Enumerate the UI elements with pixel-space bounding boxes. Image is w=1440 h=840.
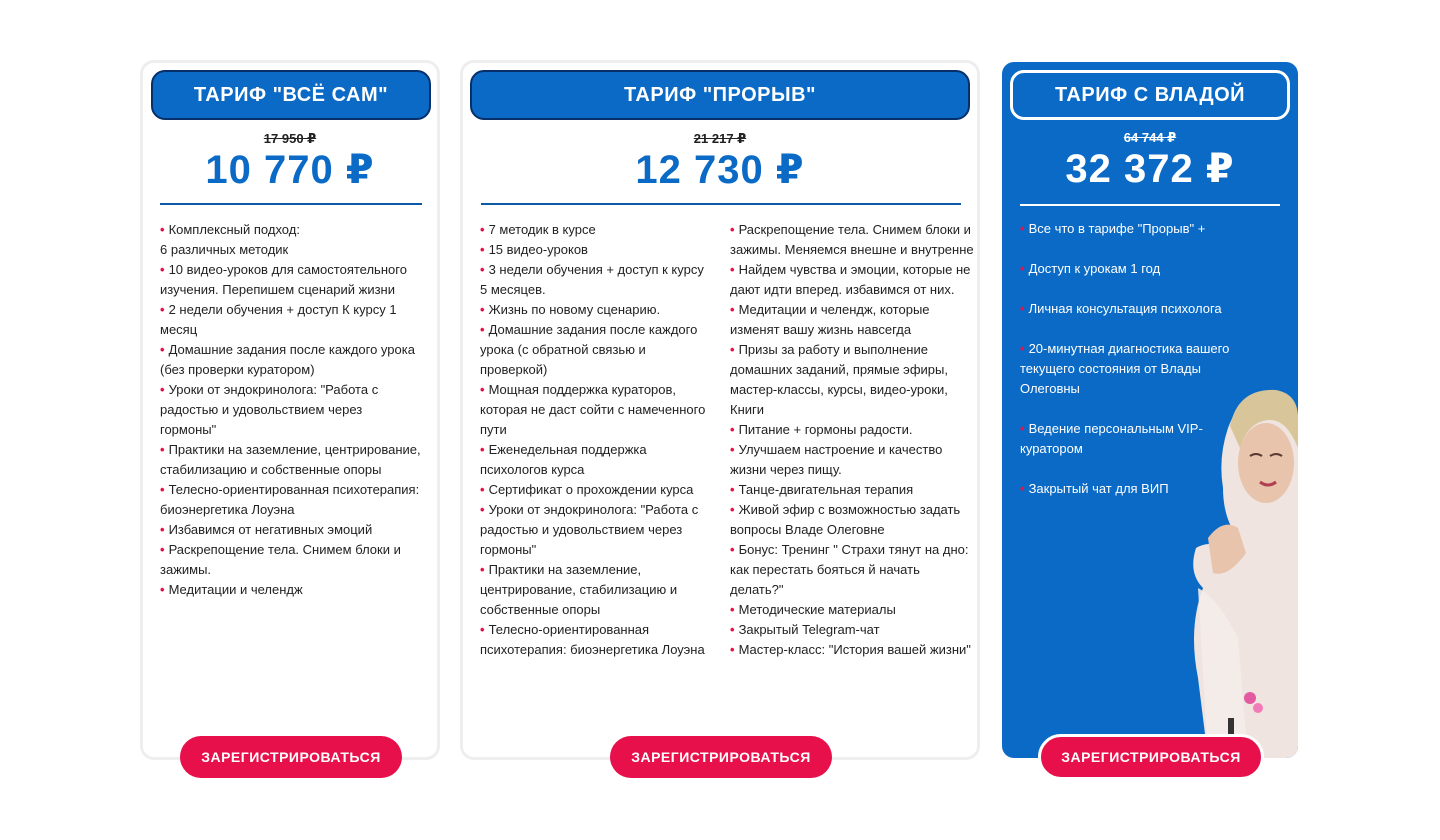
feature-item xyxy=(730,500,974,540)
current-price: 10 770 ₽ xyxy=(205,148,375,192)
feature-item xyxy=(160,520,422,540)
bullet-icon: • xyxy=(160,522,165,537)
feature-text: Танце-двигательная терапия xyxy=(738,482,914,497)
feature-item xyxy=(480,380,712,440)
feature-item xyxy=(160,260,422,300)
bullet-icon: • xyxy=(160,262,165,277)
bullet-icon: • xyxy=(1020,301,1025,316)
bullet-icon: • xyxy=(480,322,485,337)
feature-list xyxy=(160,220,422,600)
bullet-icon: • xyxy=(730,542,735,557)
bullet-icon: • xyxy=(160,442,165,457)
bullet-icon: • xyxy=(480,622,485,637)
bullet-icon: • xyxy=(160,542,165,557)
bullet-icon: • xyxy=(160,482,165,497)
vlada-portrait-image xyxy=(1168,378,1298,758)
feature-text: Раскрепощение тела. Снимем блоки и зажимы. Меняемся внешне и внутренне xyxy=(730,222,974,257)
feature-item xyxy=(730,440,974,480)
bullet-icon: • xyxy=(1020,421,1025,436)
plan-title: ТАРИФ С ВЛАДОЙ xyxy=(1010,70,1290,120)
feature-item xyxy=(480,480,712,500)
feature-text: Закрытый чат для ВИП xyxy=(1028,481,1169,496)
old-price: 17 950 ₽ xyxy=(263,131,317,146)
plan-card-self xyxy=(140,60,440,760)
bullet-icon: • xyxy=(730,222,735,237)
feature-item xyxy=(730,260,974,300)
feature-text: Уроки от эндокринолога: "Работа с радостью и удовольствием через гормоны" xyxy=(160,382,379,437)
bullet-icon: • xyxy=(730,502,735,517)
feature-list-left xyxy=(480,220,712,660)
feature-text: Доступ к урокам 1 год xyxy=(1028,261,1161,276)
feature-text: Все что в тарифе "Прорыв" + xyxy=(1028,221,1206,236)
feature-item xyxy=(730,540,974,600)
bullet-icon: • xyxy=(1020,261,1025,276)
feature-text: Избавимся от негативных эмоций xyxy=(168,522,373,537)
bullet-icon: • xyxy=(480,382,485,397)
feature-text: Еженедельная поддержка психологов курса xyxy=(480,442,647,477)
feature-text: 2 недели обучения + доступ К курсу 1 месяц xyxy=(160,302,397,337)
feature-text: Комплексный подход: 6 различных методик xyxy=(160,222,300,257)
feature-text: Медитации и челендж xyxy=(168,582,303,597)
feature-item xyxy=(1020,299,1260,319)
register-button-with-vlada[interactable]: ЗАРЕГИСТРИРОВАТЬСЯ xyxy=(1038,734,1264,780)
feature-text: Призы за работу и выполнение домашних заданий, прямые эфиры, мастер-классы, курсы, видео-уроки, Книги xyxy=(730,342,948,417)
bullet-icon: • xyxy=(730,262,735,277)
divider xyxy=(160,203,422,205)
feature-item xyxy=(480,440,712,480)
bullet-icon: • xyxy=(160,222,165,237)
feature-item xyxy=(480,240,712,260)
feature-text: Питание + гормоны радости. xyxy=(738,422,913,437)
feature-text: Личная консультация психолога xyxy=(1028,301,1222,316)
feature-text: Живой эфир с возможностью задать вопросы Владе Олеговне xyxy=(730,502,961,537)
feature-item xyxy=(160,380,422,440)
bullet-icon: • xyxy=(160,582,165,597)
bullet-icon: • xyxy=(730,342,735,357)
feature-text: 7 методик в курсе xyxy=(488,222,596,237)
feature-text: Найдем чувства и эмоции, которые не дают идти вперед. избавимся от них. xyxy=(730,262,971,297)
plan-title: ТАРИФ "ВСЁ САМ" xyxy=(151,70,431,120)
old-price: 21 217 ₽ xyxy=(693,131,747,146)
bullet-icon: • xyxy=(730,422,735,437)
bullet-icon: • xyxy=(160,342,165,357)
current-price: 12 730 ₽ xyxy=(635,148,805,192)
feature-item xyxy=(480,320,712,380)
feature-item xyxy=(1020,219,1260,239)
plan-card-breakthrough xyxy=(460,60,980,760)
bullet-icon: • xyxy=(480,482,485,497)
bullet-icon: • xyxy=(730,622,735,637)
feature-item xyxy=(730,640,974,660)
bullet-icon: • xyxy=(730,442,735,457)
feature-item xyxy=(160,580,422,600)
feature-text: Домашние задания после каждого урока (с обратной связью и проверкой) xyxy=(480,322,698,377)
feature-item xyxy=(730,480,974,500)
bullet-icon: • xyxy=(160,302,165,317)
feature-text: Телесно-ориентированная психотерапия: биоэнергетика Лоуэна xyxy=(480,622,705,657)
feature-text: 3 недели обучения + доступ к курсу 5 месяцев. xyxy=(480,262,704,297)
feature-item xyxy=(480,220,712,240)
plan-card-with-vlada xyxy=(1002,62,1298,758)
feature-text: Раскрепощение тела. Снимем блоки и зажимы. xyxy=(160,542,401,577)
feature-text: 15 видео-уроков xyxy=(488,242,588,257)
feature-item xyxy=(160,540,422,580)
bullet-icon: • xyxy=(480,242,485,257)
divider xyxy=(1020,204,1280,206)
feature-item xyxy=(730,620,974,640)
feature-list-right xyxy=(730,220,974,660)
feature-text: Мощная поддержка кураторов, которая не даст сойти с намеченного пути xyxy=(480,382,706,437)
feature-item xyxy=(730,600,974,620)
feature-text: 20-минутная диагностика вашего текущего состояния от Влады Олеговны xyxy=(1020,341,1230,396)
feature-item xyxy=(160,340,422,380)
feature-item xyxy=(160,300,422,340)
feature-text: Методические материалы xyxy=(738,602,896,617)
register-button-breakthrough[interactable]: ЗАРЕГИСТРИРОВАТЬСЯ xyxy=(610,736,832,778)
feature-item xyxy=(480,500,712,560)
feature-item xyxy=(730,300,974,340)
register-button-self[interactable]: ЗАРЕГИСТРИРОВАТЬСЯ xyxy=(180,736,402,778)
feature-item xyxy=(160,220,422,260)
feature-text: Практики на заземление, центрирование, стабилизацию и собственные опоры xyxy=(160,442,421,477)
feature-text: Закрытый Telegram-чат xyxy=(738,622,880,637)
bullet-icon: • xyxy=(160,382,165,397)
feature-item xyxy=(480,260,712,300)
feature-text: 10 видео-уроков для самостоятельного изучения. Перепишем сценарий жизни xyxy=(160,262,407,297)
feature-text: Сертификат о прохождении курса xyxy=(488,482,694,497)
feature-text: Ведение персональным VIP-куратором xyxy=(1020,421,1203,456)
feature-item xyxy=(480,620,712,660)
old-price: 64 744 ₽ xyxy=(1123,130,1177,145)
feature-item xyxy=(160,440,422,480)
bullet-icon: • xyxy=(480,262,485,277)
feature-item xyxy=(1020,259,1260,279)
plan-title: ТАРИФ "ПРОРЫВ" xyxy=(470,70,970,120)
bullet-icon: • xyxy=(730,642,735,657)
feature-item xyxy=(730,420,974,440)
bullet-icon: • xyxy=(480,562,485,577)
bullet-icon: • xyxy=(480,442,485,457)
bullet-icon: • xyxy=(1020,341,1025,356)
bullet-icon: • xyxy=(730,482,735,497)
bullet-icon: • xyxy=(480,222,485,237)
feature-text: Медитации и челендж, которые изменят вашу жизнь навсегда xyxy=(730,302,930,337)
feature-text: Практики на заземление, центрирование, стабилизацию и собственные опоры xyxy=(480,562,678,617)
bullet-icon: • xyxy=(480,302,485,317)
feature-item xyxy=(480,300,712,320)
feature-text: Уроки от эндокринолога: "Работа с радостью и удовольствием через гормоны" xyxy=(480,502,699,557)
bullet-icon: • xyxy=(480,502,485,517)
divider xyxy=(481,203,961,205)
feature-text: Мастер-класс: "История вашей жизни" xyxy=(738,642,971,657)
feature-item xyxy=(160,480,422,520)
bullet-icon: • xyxy=(1020,221,1025,236)
bullet-icon: • xyxy=(730,602,735,617)
feature-text: Бонус: Тренинг " Страхи тянут на дно: как перестать бояться й начать делать?" xyxy=(730,542,969,597)
feature-text: Жизнь по новому сценарию. xyxy=(488,302,661,317)
bullet-icon: • xyxy=(730,302,735,317)
feature-item xyxy=(480,560,712,620)
bullet-icon: • xyxy=(1020,481,1025,496)
current-price: 32 372 ₽ xyxy=(1065,147,1235,191)
feature-item xyxy=(730,340,974,420)
feature-text: Улучшаем настроение и качество жизни через пищу. xyxy=(730,442,943,477)
feature-text: Домашние задания после каждого урока (без проверки куратором) xyxy=(160,342,415,377)
feature-text: Телесно-ориентированная психотерапия: биоэнергетика Лоуэна xyxy=(160,482,420,517)
feature-item xyxy=(730,220,974,260)
